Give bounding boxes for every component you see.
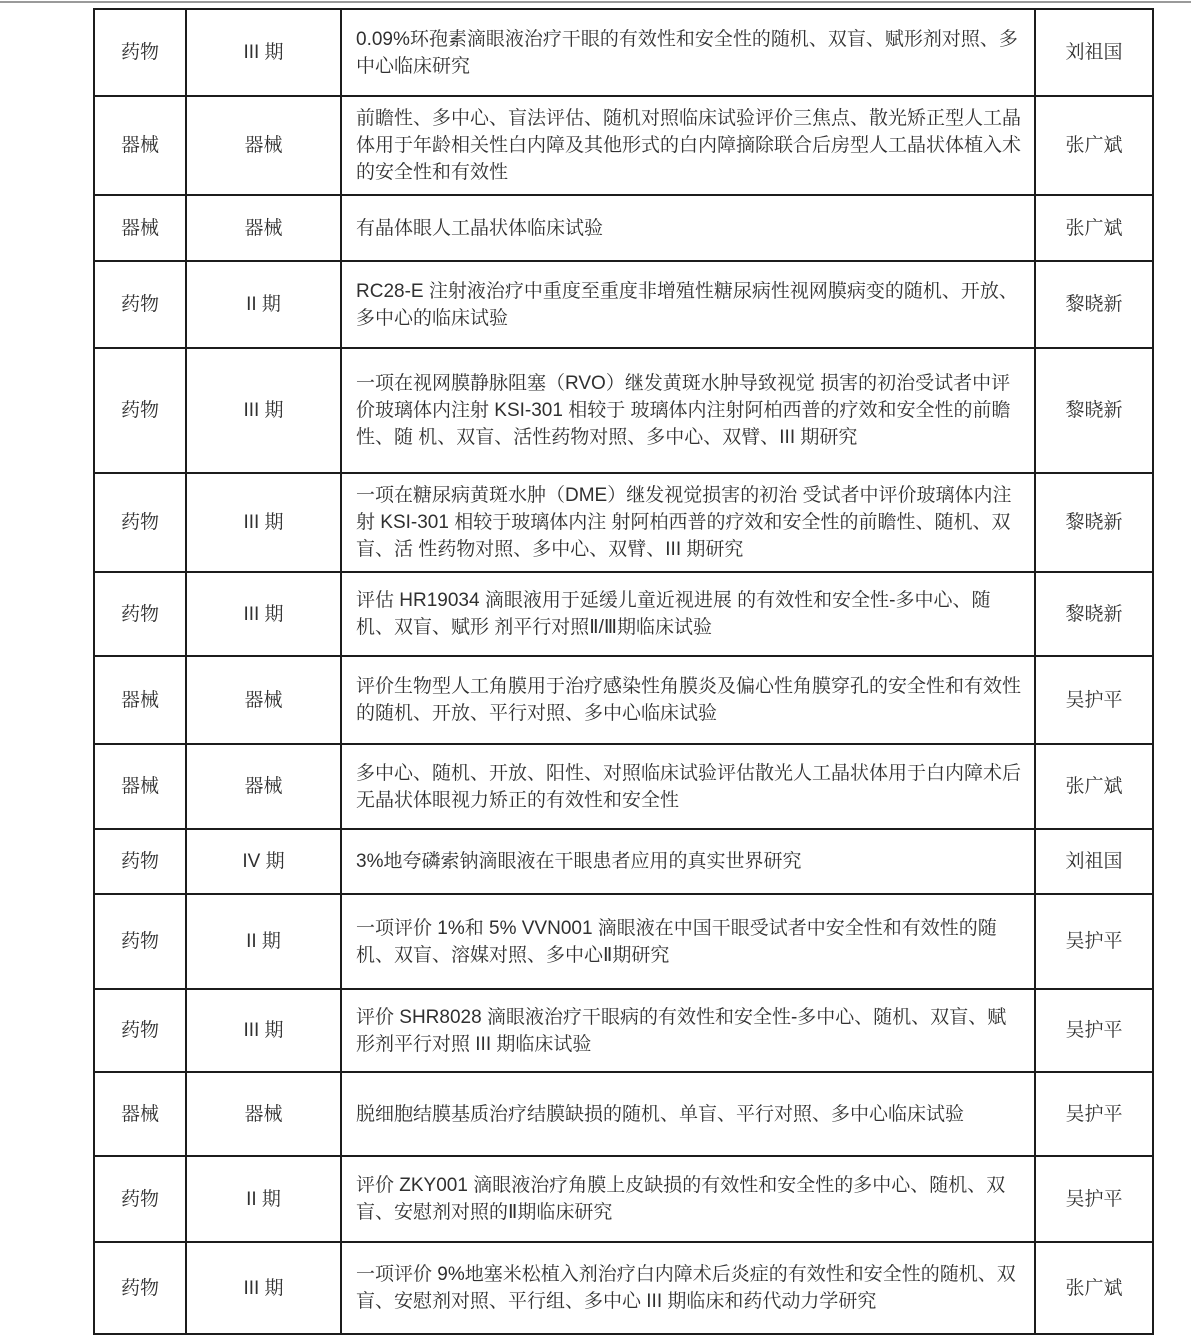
trial-type-cell: 药物	[94, 9, 186, 96]
table-row	[94, 9, 1153, 96]
trial-pi-cell: 黎晓新	[1035, 572, 1153, 656]
trial-type-cell: 药物	[94, 261, 186, 348]
trial-title-cell: 一项评价 1%和 5% VVN001 滴眼液在中国干眼受试者中安全性和有效性的随机、双盲、溶媒对照、多中心Ⅱ期研究	[341, 894, 1035, 989]
table-row	[94, 894, 1153, 989]
table-row	[94, 829, 1153, 894]
trial-pi-cell: 张广斌	[1035, 1242, 1153, 1334]
trial-pi-cell: 黎晓新	[1035, 473, 1153, 572]
trial-title-cell: 前瞻性、多中心、盲法评估、随机对照临床试验评价三焦点、散光矫正型人工晶体用于年龄相关性白内障及其他形式的白内障摘除联合后房型人工晶状体植入术的安全性和有效性	[341, 96, 1035, 195]
trial-type-cell: 药物	[94, 829, 186, 894]
table-row	[94, 96, 1153, 195]
table-row	[94, 1156, 1153, 1242]
trials-table-body	[94, 9, 1153, 1334]
trial-title-cell: 0.09%环孢素滴眼液治疗干眼的有效性和安全性的随机、双盲、赋形剂对照、多中心临床研究	[341, 9, 1035, 96]
trial-phase-cell: 器械	[186, 96, 341, 195]
trial-phase-cell: II 期	[186, 894, 341, 989]
trial-type-cell: 药物	[94, 1156, 186, 1242]
table-row	[94, 473, 1153, 572]
trial-type-cell: 器械	[94, 744, 186, 829]
trial-title-cell: 评价 ZKY001 滴眼液治疗角膜上皮缺损的有效性和安全性的多中心、随机、双盲、安慰剂对照的Ⅱ期临床研究	[341, 1156, 1035, 1242]
table-row	[94, 348, 1153, 473]
table-row	[94, 1242, 1153, 1334]
trial-pi-cell: 黎晓新	[1035, 348, 1153, 473]
table-row	[94, 656, 1153, 744]
trial-pi-cell: 吴护平	[1035, 989, 1153, 1072]
trial-phase-cell: III 期	[186, 989, 341, 1072]
trial-phase-cell: 器械	[186, 1072, 341, 1156]
trial-pi-cell: 吴护平	[1035, 1072, 1153, 1156]
trial-pi-cell: 吴护平	[1035, 894, 1153, 989]
trial-title-cell: 有晶体眼人工晶状体临床试验	[341, 195, 1035, 261]
trial-pi-cell: 张广斌	[1035, 195, 1153, 261]
trial-type-cell: 器械	[94, 96, 186, 195]
trial-phase-cell: II 期	[186, 1156, 341, 1242]
trial-type-cell: 药物	[94, 348, 186, 473]
trial-pi-cell: 张广斌	[1035, 96, 1153, 195]
top-divider-line	[0, 1, 1191, 3]
table-row	[94, 572, 1153, 656]
trial-title-cell: 一项评价 9%地塞米松植入剂治疗白内障术后炎症的有效性和安全性的随机、双盲、安慰剂对照、平行组、多中心 III 期临床和药代动力学研究	[341, 1242, 1035, 1334]
trial-title-cell: 评价生物型人工角膜用于治疗感染性角膜炎及偏心性角膜穿孔的安全性和有效性的随机、开放、平行对照、多中心临床试验	[341, 656, 1035, 744]
trial-phase-cell: III 期	[186, 473, 341, 572]
trial-phase-cell: II 期	[186, 261, 341, 348]
clinical-trials-table	[93, 8, 1154, 1335]
trial-pi-cell: 刘祖国	[1035, 829, 1153, 894]
trial-phase-cell: 器械	[186, 656, 341, 744]
trial-phase-cell: III 期	[186, 572, 341, 656]
table-row	[94, 261, 1153, 348]
trial-title-cell: 脱细胞结膜基质治疗结膜缺损的随机、单盲、平行对照、多中心临床试验	[341, 1072, 1035, 1156]
trial-type-cell: 药物	[94, 572, 186, 656]
table-row	[94, 744, 1153, 829]
trial-type-cell: 器械	[94, 195, 186, 261]
trial-type-cell: 药物	[94, 473, 186, 572]
trial-title-cell: 3%地夸磷索钠滴眼液在干眼患者应用的真实世界研究	[341, 829, 1035, 894]
trial-type-cell: 器械	[94, 1072, 186, 1156]
trial-phase-cell: III 期	[186, 348, 341, 473]
trial-type-cell: 药物	[94, 894, 186, 989]
trial-phase-cell: III 期	[186, 9, 341, 96]
trial-phase-cell: IV 期	[186, 829, 341, 894]
table-row	[94, 1072, 1153, 1156]
trial-title-cell: 评价 SHR8028 滴眼液治疗干眼病的有效性和安全性-多中心、随机、双盲、赋形剂平行对照 III 期临床试验	[341, 989, 1035, 1072]
table-row	[94, 195, 1153, 261]
trial-pi-cell: 刘祖国	[1035, 9, 1153, 96]
trial-phase-cell: 器械	[186, 195, 341, 261]
trial-title-cell: 一项在糖尿病黄斑水肿（DME）继发视觉损害的初治 受试者中评价玻璃体内注射 KSI-301 相较于玻璃体内注 射阿柏西普的疗效和安全性的前瞻性、随机、双盲、活 性药物对照、多中心、双臂、III 期研究	[341, 473, 1035, 572]
trial-pi-cell: 吴护平	[1035, 656, 1153, 744]
trial-type-cell: 药物	[94, 1242, 186, 1334]
table-row	[94, 989, 1153, 1072]
trial-type-cell: 器械	[94, 656, 186, 744]
trial-pi-cell: 吴护平	[1035, 1156, 1153, 1242]
trial-phase-cell: III 期	[186, 1242, 341, 1334]
trial-phase-cell: 器械	[186, 744, 341, 829]
trial-title-cell: 评估 HR19034 滴眼液用于延缓儿童近视进展 的有效性和安全性-多中心、随机、双盲、赋形 剂平行对照Ⅱ/Ⅲ期临床试验	[341, 572, 1035, 656]
trial-title-cell: 一项在视网膜静脉阻塞（RVO）继发黄斑水肿导致视觉 损害的初治受试者中评价玻璃体内注射 KSI-301 相较于 玻璃体内注射阿柏西普的疗效和安全性的前瞻性、随 机、双盲、活性药物对照、多中心、双臂、III 期研究	[341, 348, 1035, 473]
trial-pi-cell: 张广斌	[1035, 744, 1153, 829]
trial-title-cell: 多中心、随机、开放、阳性、对照临床试验评估散光人工晶状体用于白内障术后无晶状体眼视力矫正的有效性和安全性	[341, 744, 1035, 829]
trial-type-cell: 药物	[94, 989, 186, 1072]
trial-pi-cell: 黎晓新	[1035, 261, 1153, 348]
trial-title-cell: RC28-E 注射液治疗中重度至重度非增殖性糖尿病性视网膜病变的随机、开放、多中心的临床试验	[341, 261, 1035, 348]
